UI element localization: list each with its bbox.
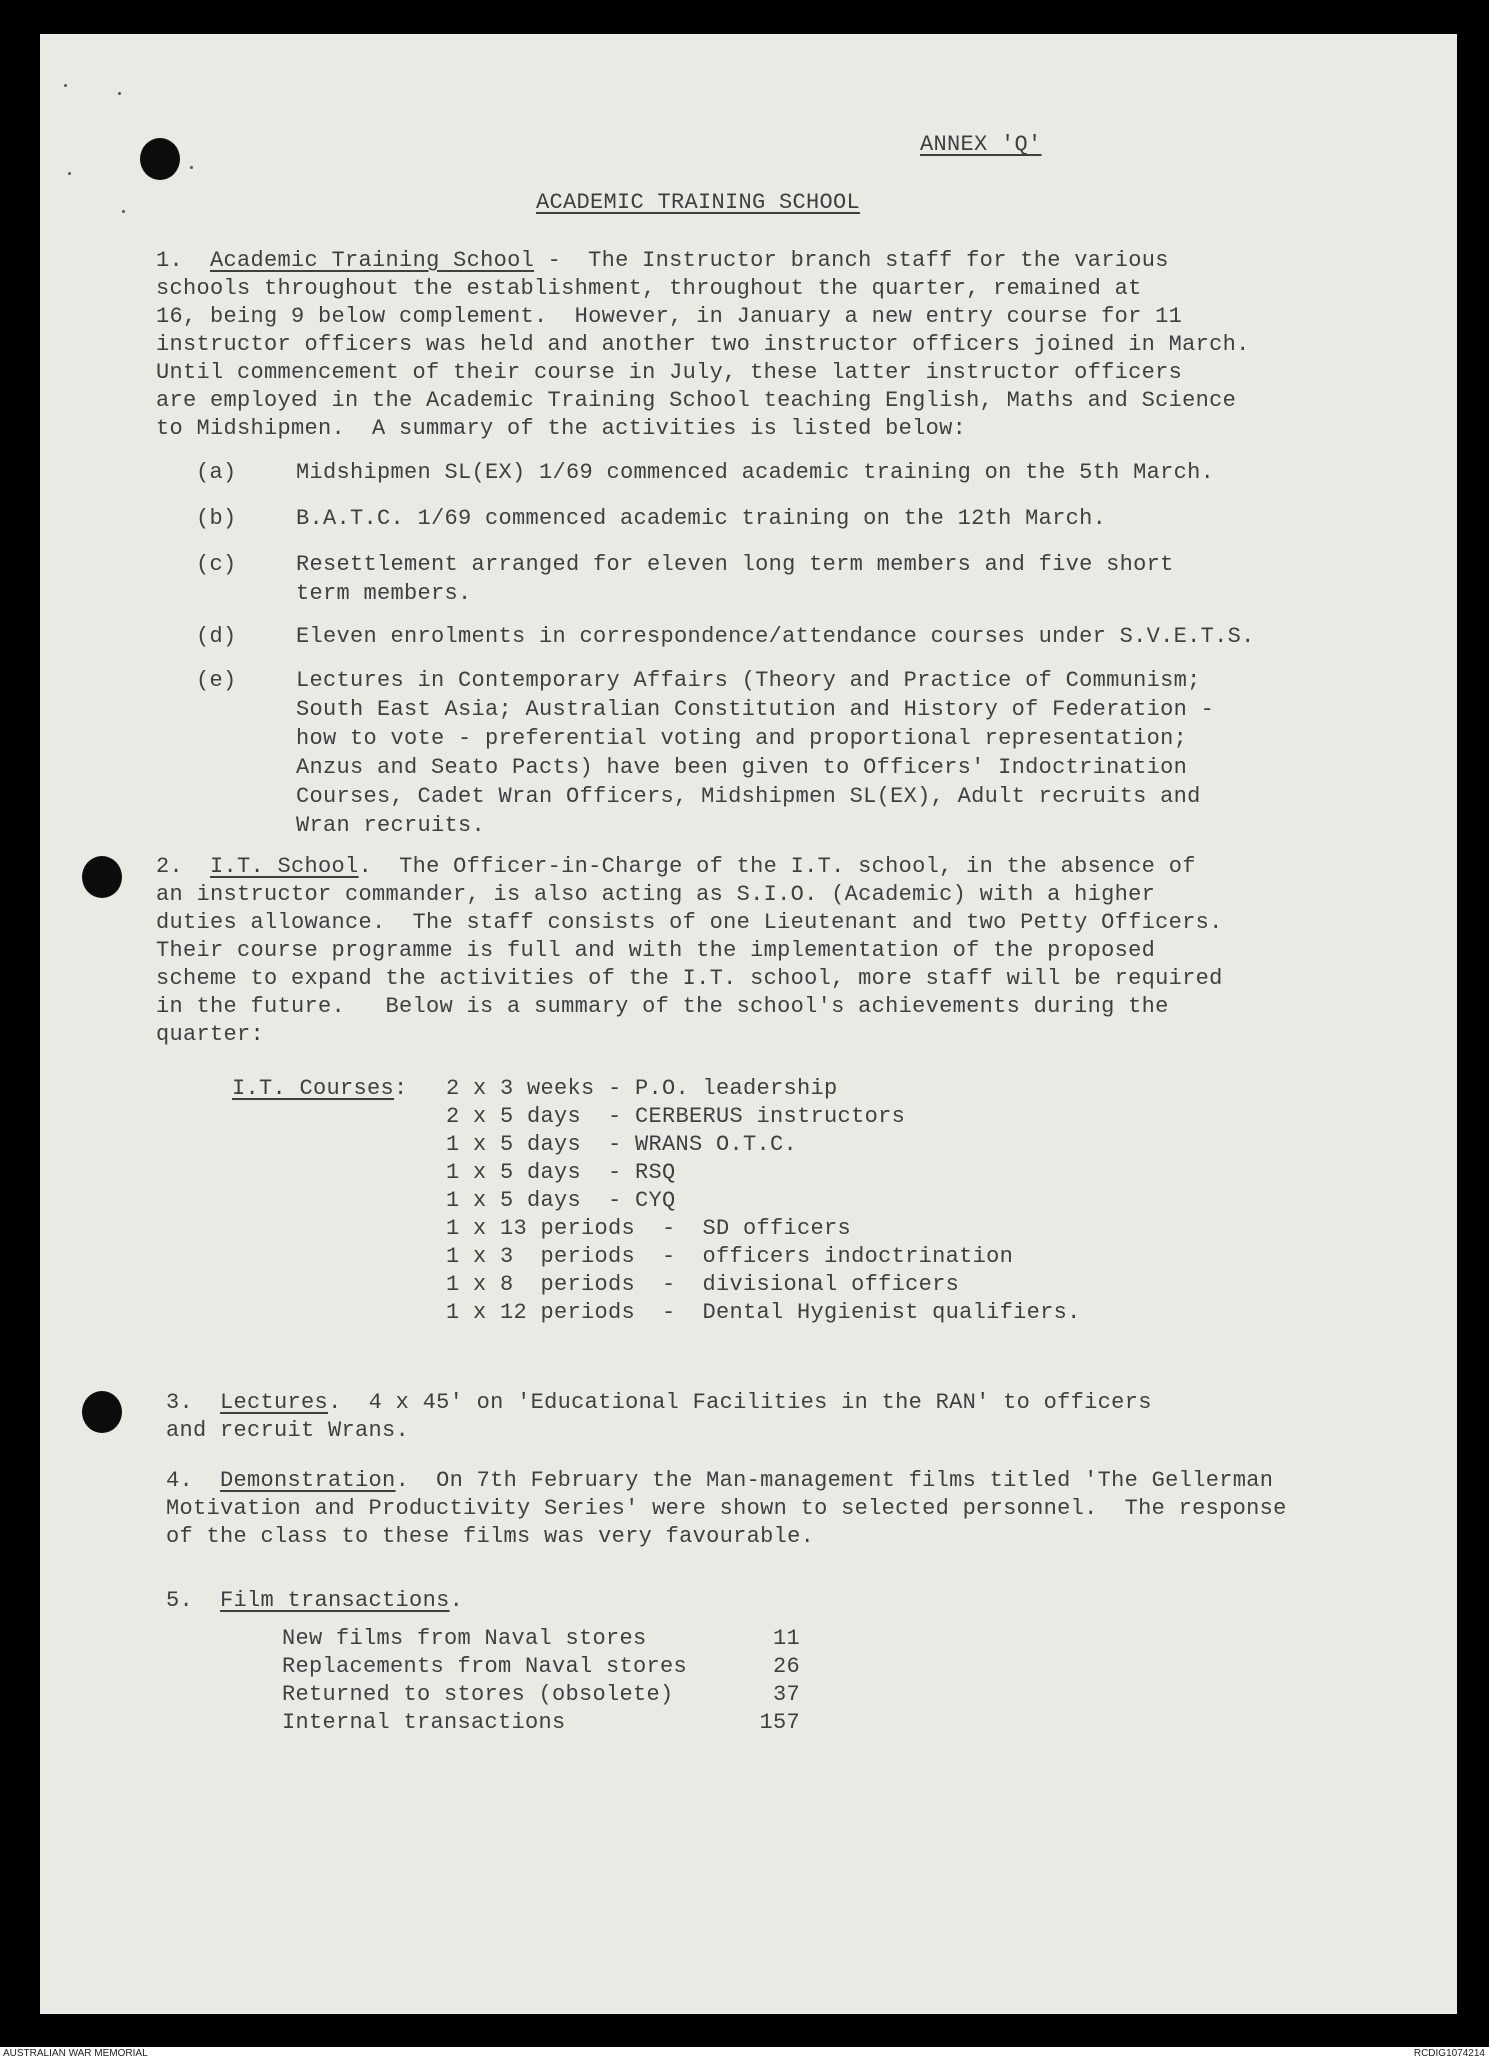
film-row-label: Replacements from Naval stores	[282, 1654, 688, 1679]
paper-speck	[122, 210, 125, 213]
paragraph-line: . 4 x 45' on 'Educational Facilities in the RAN' to officers	[328, 1390, 1152, 1415]
list-item-letter: (d)	[196, 624, 237, 649]
paragraph-line: Their course programme is full and with the implementation of the proposed	[156, 938, 1156, 963]
paper-speck	[190, 166, 193, 169]
paragraph-line: Motivation and Productivity Series' were shown to selected personnel. The response	[166, 1496, 1287, 1521]
section-number: 2.	[156, 854, 184, 879]
film-row-label: New films from Naval stores	[282, 1626, 647, 1651]
section-number: 3.	[166, 1390, 194, 1415]
list-item-text: Eleven enrolments in correspondence/attendance courses under S.V.E.T.S.	[296, 624, 1255, 649]
film-row-label: Returned to stores (obsolete)	[282, 1682, 674, 1707]
paragraph-line: The Instructor branch staff for the various	[588, 248, 1169, 273]
section-number: 4.	[166, 1468, 194, 1493]
section-2-heading-line	[156, 852, 1196, 881]
section-number: 5.	[166, 1588, 194, 1613]
section-3-heading-line	[166, 1388, 1152, 1417]
list-item-letter: (e)	[196, 668, 237, 693]
film-row-value: 26	[772, 1654, 800, 1679]
list-item-letter: (c)	[196, 552, 237, 577]
paper-speck	[68, 172, 71, 175]
paragraph-line: . The Officer-in-Charge of the I.T. school, in the absence of	[358, 854, 1196, 879]
course-row: 1 x 3 periods - officers indoctrination	[446, 1244, 1014, 1269]
course-row: 1 x 12 periods - Dental Hygienist qualifiers.	[446, 1300, 1081, 1325]
paragraph-line: are employed in the Academic Training School teaching English, Maths and Science	[156, 388, 1237, 413]
paragraph-line: Until commencement of their course in July, these latter instructor officers	[156, 360, 1183, 385]
paragraph-line: . On 7th February the Man-management films titled 'The Gellerman	[395, 1468, 1274, 1493]
archive-footer	[0, 2047, 1489, 2061]
section-heading: Demonstration	[220, 1468, 396, 1493]
paragraph-line: instructor officers was held and another two instructor officers joined in March.	[156, 332, 1250, 357]
section-4-heading-line	[166, 1466, 1273, 1495]
course-row: 1 x 8 periods - divisional officers	[446, 1272, 960, 1297]
section-1-heading-line	[156, 246, 1169, 275]
paragraph-line: to Midshipmen. A summary of the activities is listed below:	[156, 416, 967, 441]
list-item-text: Midshipmen SL(EX) 1/69 commenced academic training on the 5th March.	[296, 460, 1215, 485]
paragraph-line: and recruit Wrans.	[166, 1418, 410, 1443]
paragraph-line: schools throughout the establishment, throughout the quarter, remained at	[156, 276, 1142, 301]
course-row: 2 x 3 weeks - P.O. leadership	[446, 1076, 838, 1101]
film-row-value: 37	[772, 1682, 800, 1707]
section-heading-end: .	[449, 1588, 464, 1613]
footer-reference: RCDIG1074214	[1413, 2048, 1485, 2059]
film-row-label: Internal transactions	[282, 1710, 566, 1735]
courses-label	[232, 1074, 408, 1103]
paragraph-line: quarter:	[156, 1022, 265, 1047]
section-heading: Academic Training School	[210, 248, 535, 273]
paper-speck	[64, 84, 67, 87]
course-row: 1 x 5 days - CYQ	[446, 1188, 676, 1213]
course-row: 1 x 5 days - RSQ	[446, 1160, 676, 1185]
page-title: ACADEMIC TRAINING SCHOOL	[536, 190, 861, 215]
paragraph-line: of the class to these films was very favourable.	[166, 1524, 815, 1549]
list-item-text: Lectures in Contemporary Affairs (Theory and Practice of Communism; South East Asia; Australian Constitution and History of Federation - how to vote - preferential voting and proportional representation; Anzus and Seato Pacts) have been given to Officers' Indoctrination Courses, Cadet Wran Officers, Midshipmen SL(EX), Adult recruits and Wran recruits.	[296, 668, 1215, 838]
document-page	[40, 34, 1457, 2014]
punch-hole-bottom	[82, 1391, 122, 1433]
list-item-letter: (a)	[196, 460, 237, 485]
section-heading: Lectures	[220, 1390, 329, 1415]
list-item-letter: (b)	[196, 506, 237, 531]
film-row-value: 11	[772, 1626, 800, 1651]
paragraph-line: scheme to expand the activities of the I.T. school, more staff will be required	[156, 966, 1223, 991]
courses-label-colon: :	[394, 1076, 408, 1101]
paper-speck	[118, 92, 121, 95]
section-dash: -	[534, 248, 562, 273]
section-heading: I.T. School	[210, 854, 359, 879]
paragraph-line: an instructor commander, is also acting as S.I.O. (Academic) with a higher	[156, 882, 1156, 907]
courses-label-text: I.T. Courses	[232, 1076, 395, 1101]
list-item-text: B.A.T.C. 1/69 commenced academic training on the 12th March.	[296, 506, 1107, 531]
section-heading: Film transactions	[220, 1588, 450, 1613]
paragraph-line: 16, being 9 below complement. However, in January a new entry course for 11	[156, 304, 1183, 329]
course-row: 1 x 5 days - WRANS O.T.C.	[446, 1132, 798, 1157]
annex-label: ANNEX 'Q'	[920, 132, 1042, 157]
course-row: 1 x 13 periods - SD officers	[446, 1216, 852, 1241]
paragraph-line: in the future. Below is a summary of the school's achievements during the	[156, 994, 1169, 1019]
list-item-text: Resettlement arranged for eleven long term members and five short term members.	[296, 552, 1174, 606]
footer-source: AUSTRALIAN WAR MEMORIAL	[3, 2048, 148, 2059]
punch-hole-top	[140, 138, 180, 180]
film-row-value: 157	[759, 1710, 800, 1735]
paragraph-line: duties allowance. The staff consists of one Lieutenant and two Petty Officers.	[156, 910, 1223, 935]
punch-hole-middle	[82, 856, 122, 898]
course-row: 2 x 5 days - CERBERUS instructors	[446, 1104, 906, 1129]
section-number: 1.	[156, 248, 184, 273]
section-5-heading-line	[166, 1586, 463, 1615]
